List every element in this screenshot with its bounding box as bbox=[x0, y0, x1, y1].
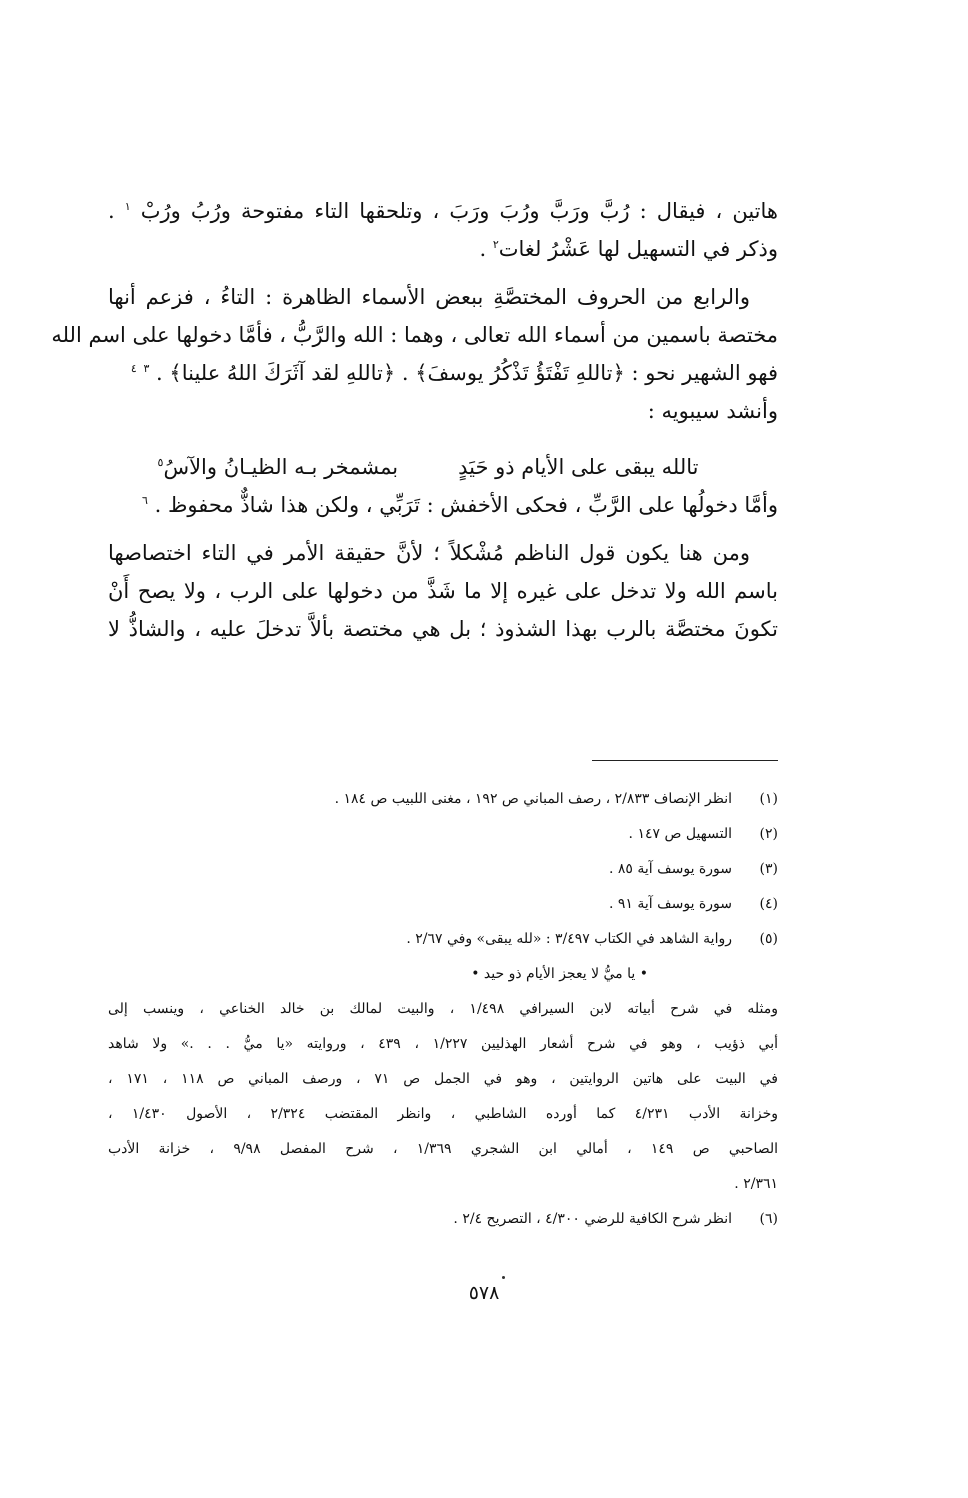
text-line bbox=[108, 392, 778, 430]
page-number: ٥٧٨ bbox=[468, 1282, 500, 1304]
footnote-continuation-line: في البيت على هاتين الروايتين ، وهو في الجمل ص ٧١ ، ورصف المباني ص ١١٨ ، ١٧١ ، bbox=[108, 1071, 779, 1087]
footnote-marker[interactable]: ٥ bbox=[157, 456, 164, 469]
footnotes bbox=[108, 782, 778, 1237]
text-line bbox=[51, 316, 778, 354]
footnote-verse: • يا ميُّ لا يعجز الأيام ذو حيد • bbox=[471, 966, 648, 982]
footnote-number: (٢) bbox=[759, 826, 778, 842]
footnote-marker[interactable]: ٦ bbox=[142, 494, 148, 507]
footnote-continuation-line: وخزانة الأدب ٤/٢٣١ كما أورده الشاطبي ، وانظر المقتضب ٢/٣٢٤ ، الأصول ١/٤٣٠ ، bbox=[108, 1106, 778, 1122]
footnote-marker[interactable]: ٢ bbox=[492, 238, 499, 251]
text-line-content: وأمَّا دخولُها على الرَّبِّ ، فحكى الأخفش : تَرَبِّي ، ولكن هذا شاذٌّ محفوظ . bbox=[154, 493, 778, 517]
text-line bbox=[108, 278, 778, 316]
verse-hemistich-1: تالله يبقى على الأيام ذو حَيَدٍ bbox=[458, 455, 699, 479]
footnote-text: انظر شرح الكافية للرضي ٤/٣٠٠ ، التصريح ٢/٤ . bbox=[453, 1211, 732, 1227]
footnote-text: التسهيل ص ١٤٧ . bbox=[628, 826, 732, 842]
text-line-content: باسم الله ولا تدخل على غيره إلا ما شَذَّ من دخولها على الرب ، ولا يصح أَنْ bbox=[108, 579, 778, 603]
footnote-number: (٤) bbox=[759, 896, 778, 912]
footnote-text: سورة يوسف آية ٨٥ . bbox=[608, 861, 732, 877]
text-line-content: تكونَ مختصَّة بالرب بهذا الشذوذ ؛ بل هي مختصة بألاَّ تدخلَ عليه ، والشاذُّ لا bbox=[108, 617, 778, 641]
footnote-item bbox=[108, 817, 778, 852]
scan-speck bbox=[502, 1276, 505, 1279]
footnote-continuation-line: ٢/٣٦١ . bbox=[734, 1176, 778, 1192]
footnote-number: (٥) bbox=[759, 931, 778, 947]
verse-hemistich-2: بمشمخر بـه الظيـانُ والآسُ$^٥$ bbox=[157, 455, 399, 479]
footnote-continuation-line: أبي ذؤيب ، وهو في شرح أشعار الهذليين ١/٢٢٧ ، ٤٣٩ ، وروايته «يا ميُّ . . .» ولا شاهد bbox=[108, 1036, 779, 1052]
footnote-text: انظر الإنصاف ٢/٨٣٣ ، رصف المباني ص ١٩٢ ، مغنى اللبيب ص ١٨٤ . bbox=[334, 791, 732, 807]
text-line-content: ومن هنا يكون قول الناظم مُشْكلاً ؛ لأنَّ حقيقة الأمر في التاء اختصاصها bbox=[108, 541, 750, 565]
text-line bbox=[108, 486, 778, 524]
text-line-content: وذكر في التسهيل لها عَشْرُ لغات bbox=[498, 237, 778, 261]
footnote-text: سورة يوسف آية ٩١ . bbox=[608, 896, 732, 912]
text-line bbox=[108, 534, 778, 572]
text-line: هاتين ، فيقال : رُبَّ ورَبَّ ورُبَ ورَبَ ، وتلحقها التاء مفتوحة ورُبُ ورُبْ $^١$ . bbox=[108, 199, 778, 223]
text-line-content: مختصة باسمين من أسماء الله تعالى ، وهما : الله والرَّبُّ ، فأمَّا دخولها على اسم الله bbox=[51, 323, 778, 347]
main-text bbox=[51, 192, 778, 648]
text-line-content: هاتين ، فيقال : رُبَّ ورَبَّ ورُبَ ورَبَ ، وتلحقها التاء مفتوحة ورُبُ ورُبْ bbox=[140, 199, 778, 223]
text-line-content: والرابع من الحروف المختصَّةِ ببعض الأسماء الظاهرة : التاءُ ، فزعم أنها bbox=[108, 285, 750, 309]
footnote-item bbox=[108, 852, 778, 887]
poetry-verse bbox=[108, 448, 748, 486]
footnote-number: (٦) bbox=[759, 1211, 778, 1227]
text-line bbox=[108, 572, 778, 610]
footnote-item bbox=[108, 782, 778, 817]
footnote-continuation-line: الصاحبي ص ١٤٩ ، أمالي ابن الشجري ١/٣٦٩ ، شرح المفصل ٩/٩٨ ، خزانة الأدب bbox=[108, 1141, 779, 1157]
footnote-text: رواية الشاهد في الكتاب ٣/٤٩٧ : «لله يبقى» وفي ٢/٦٧ . bbox=[406, 931, 732, 947]
footnote-item bbox=[108, 922, 778, 957]
text-line: وذكر في التسهيل لها عَشْرُ لغات$^٢$ . bbox=[479, 237, 778, 261]
footnote-marker[interactable]: ٤ bbox=[130, 362, 137, 375]
footnote-item bbox=[108, 1202, 778, 1237]
text-line bbox=[108, 354, 778, 392]
footnote-continuation-line: ومثله في شرح أبياته لابن السيرافي ١/٤٩٨ ، والبيت لمالك بن خالد الخناعي ، وينسب إلى bbox=[108, 1001, 778, 1017]
footnote-number: (٣) bbox=[759, 861, 778, 877]
text-line-content: فهو الشهير نحو : ﴿تاللهِ تَفْتَؤُ تَذْكُرُ يوسفَ﴾ . ﴿تاللهِ لقد آثَرَكَ اللهُ علينا﴾ . bbox=[156, 361, 778, 385]
footnote-marker[interactable]: ١ bbox=[124, 200, 131, 213]
footnote-marker[interactable]: ٣ bbox=[143, 362, 150, 375]
footnote-item bbox=[108, 887, 778, 922]
text-line-content: وأنشد سيبويه : bbox=[647, 399, 778, 423]
text-line bbox=[108, 610, 778, 648]
footnote-number: (١) bbox=[759, 791, 778, 807]
footnote-separator bbox=[592, 760, 778, 761]
